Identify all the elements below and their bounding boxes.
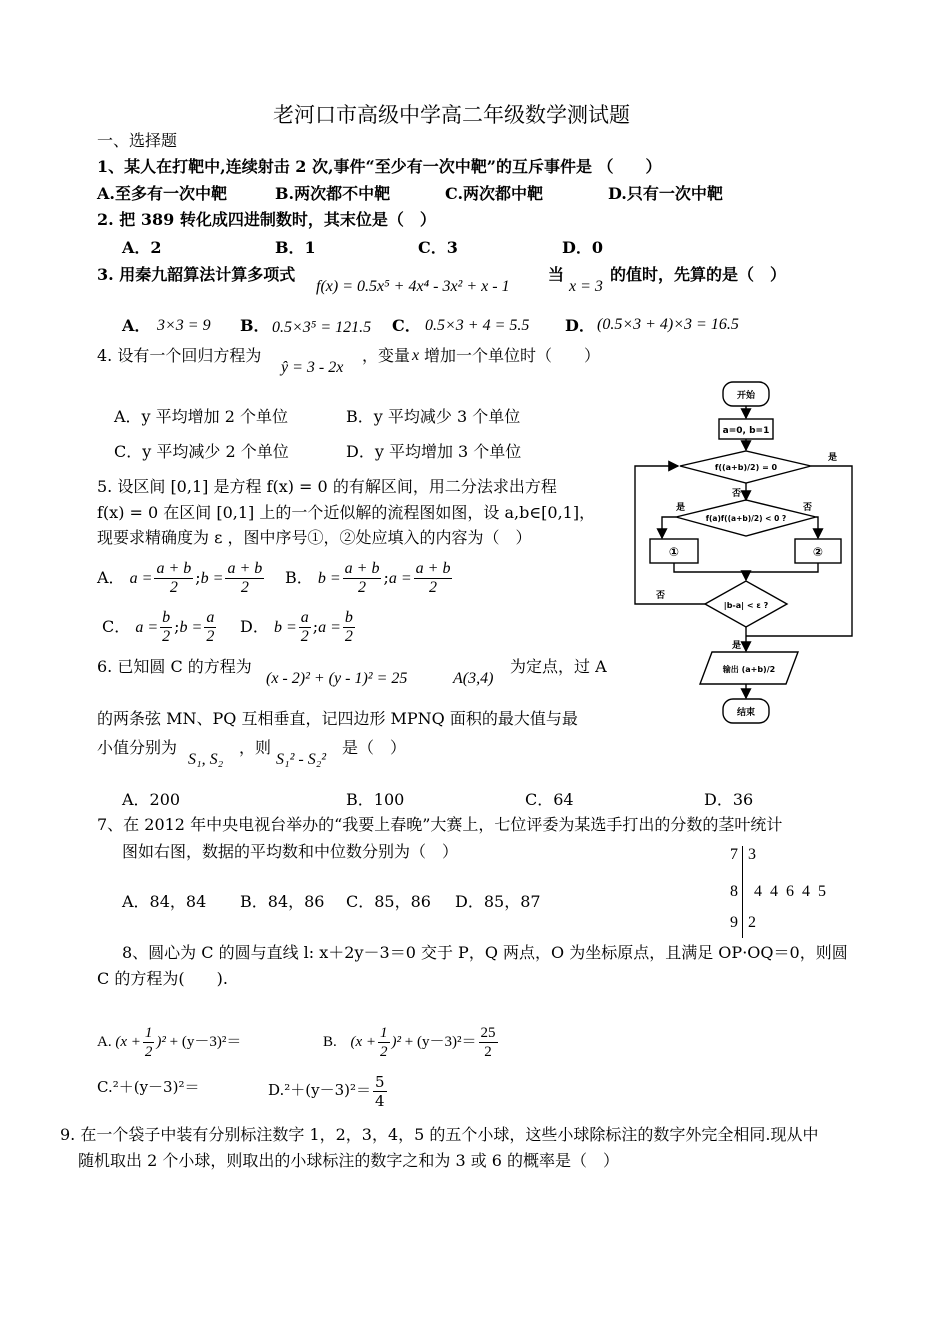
q6-difference: S₁² - S₂²	[276, 751, 327, 768]
q4-option-b: B．y 平均减少 3 个单位	[346, 407, 521, 426]
q3-condition: x = 3	[569, 278, 603, 295]
page-title: 老河口市高级中学高二年级数学测试题	[273, 103, 630, 127]
q3-polynomial: f(x) = 0.5x⁵ + 4x⁴ - 3x² + x - 1	[316, 278, 510, 295]
q2-option-a: A．2	[122, 238, 162, 257]
q8-line-1: 8、圆心为 C 的圆与直线 l: x＋2y－3＝0 交于 P，Q 两点，O 为坐标原点，且满足 OP·OQ＝0，则圆	[122, 943, 848, 962]
q3-option-b-label: B．	[240, 316, 270, 335]
option-label: B．	[285, 568, 313, 587]
option-label: C．	[102, 617, 131, 636]
q5-line-3: 现要求精确度为 ε ，图中序号①，②处应填入的内容为（ ）	[97, 528, 532, 547]
cond3-label: |b-a| < ε ?	[723, 601, 769, 610]
q6-stem-b: 为定点，过 A	[510, 657, 607, 676]
q6-line-3b: ，则	[239, 738, 272, 757]
yes-label-3: 是	[732, 641, 742, 651]
q6-option-b: B．100	[346, 790, 405, 809]
q5-option-a: A． a = $\frac{a + b}{2}$ ;b = $\frac{a + b}{2}$	[97, 560, 263, 596]
section-heading: 一、选择题	[97, 131, 178, 150]
no-label-3: 否	[656, 591, 666, 601]
q8-option-a: A. (x + $\frac{1}{2}$ )² + (y－3)²＝	[97, 1025, 242, 1061]
q2-stem: 2. 把 389 转化成四进制数时，其末位是（ ）	[97, 210, 436, 229]
cond1-label: f((a+b)/2) = 0	[714, 463, 778, 472]
q6-option-c: C．64	[525, 790, 574, 809]
q2-option-c: C．3	[418, 238, 458, 257]
q3-option-b: 0.5×3⁵ = 121.5	[272, 319, 372, 336]
yes-label-2: 是	[676, 503, 686, 513]
q5-option-d: D． b = $\frac{a}{2}$ ;a = $\frac{b}{2}$	[240, 609, 353, 645]
yes-label-1: 是	[828, 453, 838, 463]
q4-regression-equation: ŷ = 3 - 2x	[281, 359, 344, 376]
box-2-label: ②	[812, 545, 824, 559]
q7-line-1: 7、在 2012 年中央电视台举办的“我要上春晚”大赛上，七位评委为某选手打出的分数的茎叶统计	[97, 815, 783, 834]
q3-option-c: 0.5×3 + 4 = 5.5	[425, 317, 530, 334]
q6-stem-a: 6. 已知圆 C 的方程为	[97, 657, 252, 676]
q3-stem-b: 的值时，先算的是（ ）	[610, 265, 787, 284]
q7-option-a: A．84，84	[122, 892, 207, 911]
q6-circle-equation: (x - 2)² + (y - 1)² = 25	[266, 670, 408, 687]
q7-option-d: D．85，87	[455, 892, 541, 911]
q7-option-c: C．85，86	[346, 892, 431, 911]
stem-leaf-row: 8 4 4 6 4 5	[730, 883, 828, 900]
q4-variable: x	[412, 347, 420, 364]
q1-option-a: A.至多有一次中靶	[97, 184, 227, 203]
stem-leaf-row: 9 2	[730, 914, 756, 931]
q6-option-d: D．36	[704, 790, 754, 809]
q9-line-2: 随机取出 2 个小球，则取出的小球标注的数字之和为 3 或 6 的概率是（ ）	[78, 1151, 620, 1170]
q6-line-3a: 小值分别为	[97, 738, 178, 757]
q4-option-a: A．y 平均增加 2 个单位	[114, 407, 289, 426]
q4-stem-b: ，变量	[362, 346, 411, 365]
option-label: A．	[97, 568, 125, 587]
q8-option-b: B. (x + $\frac{1}{2}$ )² + (y－3)²＝ $\frac{25}{2}$	[323, 1025, 496, 1061]
q5-line-1: 5. 设区间 [0,1] 是方程 f(x) = 0 的有解区间，用二分法求出方程	[97, 477, 557, 496]
q5-line-2: f(x) = 0 在区间 [0,1] 上的一个近似解的流程图如图，设 a,b∈[0,1]，	[97, 503, 596, 522]
q1-option-c: C.两次都中靶	[445, 184, 544, 203]
q8-option-c: C.²＋(y－3)²＝	[97, 1078, 200, 1096]
q8-option-d: D.²＋(y－3)²＝ $\frac{5}{4}$	[268, 1072, 385, 1110]
q3-stem-a: 3. 用秦九韶算法计算多项式	[97, 265, 296, 284]
q3-option-d: (0.5×3 + 4)×3 = 16.5	[597, 316, 739, 333]
option-label: D．	[240, 617, 269, 636]
q2-option-b: B．1	[275, 238, 316, 257]
q8-line-2: C 的方程为( ).	[97, 969, 228, 988]
q5-option-c: C． a = $\frac{b}{2}$ ;b = $\frac{a}{2}$	[102, 609, 215, 645]
init-label: a=0, b=1	[722, 426, 770, 436]
q6-line-3c: 是（ ）	[342, 738, 407, 757]
q6-option-a: A．200	[122, 790, 181, 809]
q1-stem: 1、某人在打靶中,连续射击 2 次,事件“至少有一次中靶”的互斥事件是 （ ）	[97, 157, 662, 176]
q6-point: A(3,4)	[453, 670, 494, 687]
box-1-label: ①	[668, 545, 680, 559]
q4-option-d: D．y 平均增加 3 个单位	[346, 442, 522, 461]
stem-leaf-row: 7 3	[730, 846, 756, 863]
q5-option-b: B． b = $\frac{a + b}{2}$ ;a = $\frac{a + b}{2}$	[285, 560, 451, 596]
q9-line-1: 9. 在一个袋子中装有分别标注数字 1，2，3，4，5 的五个小球，这些小球除标注的数字外完全相同.现从中	[60, 1125, 819, 1144]
q6-s1-s2: S₁, S₂	[188, 751, 224, 768]
q6-line-2: 的两条弦 MN、PQ 互相垂直，记四边形 MPNQ 面积的最大值与最	[97, 709, 578, 728]
q7-line-2: 图如右图，数据的平均数和中位数分别为（ ）	[122, 842, 459, 861]
q2-option-d: D．0	[562, 238, 604, 257]
output-label: 输出 (a+b)/2	[722, 665, 776, 674]
start-label: 开始	[736, 391, 756, 401]
no-label-2: 否	[803, 503, 813, 513]
cond2-label: f(a)f((a+b)/2) < 0 ?	[705, 514, 787, 523]
q3-option-a-label: A．	[122, 316, 151, 335]
q1-option-b: B.两次都不中靶	[275, 184, 391, 203]
q3-option-c-label: C．	[392, 316, 421, 335]
q4-option-c: C．y 平均减少 2 个单位	[114, 442, 289, 461]
no-label-1: 否	[732, 489, 742, 499]
q3-when: 当	[548, 265, 565, 284]
q4-stem-a: 4. 设有一个回归方程为	[97, 346, 262, 365]
q3-option-a: 3×3 = 9	[157, 317, 211, 334]
q3-option-d-label: D．	[565, 316, 595, 335]
q7-option-b: B．84，86	[240, 892, 325, 911]
q1-option-d: D.只有一次中靶	[608, 184, 723, 203]
q4-stem-c: 增加一个单位时（ ）	[424, 346, 601, 365]
end-label: 结束	[736, 708, 756, 718]
